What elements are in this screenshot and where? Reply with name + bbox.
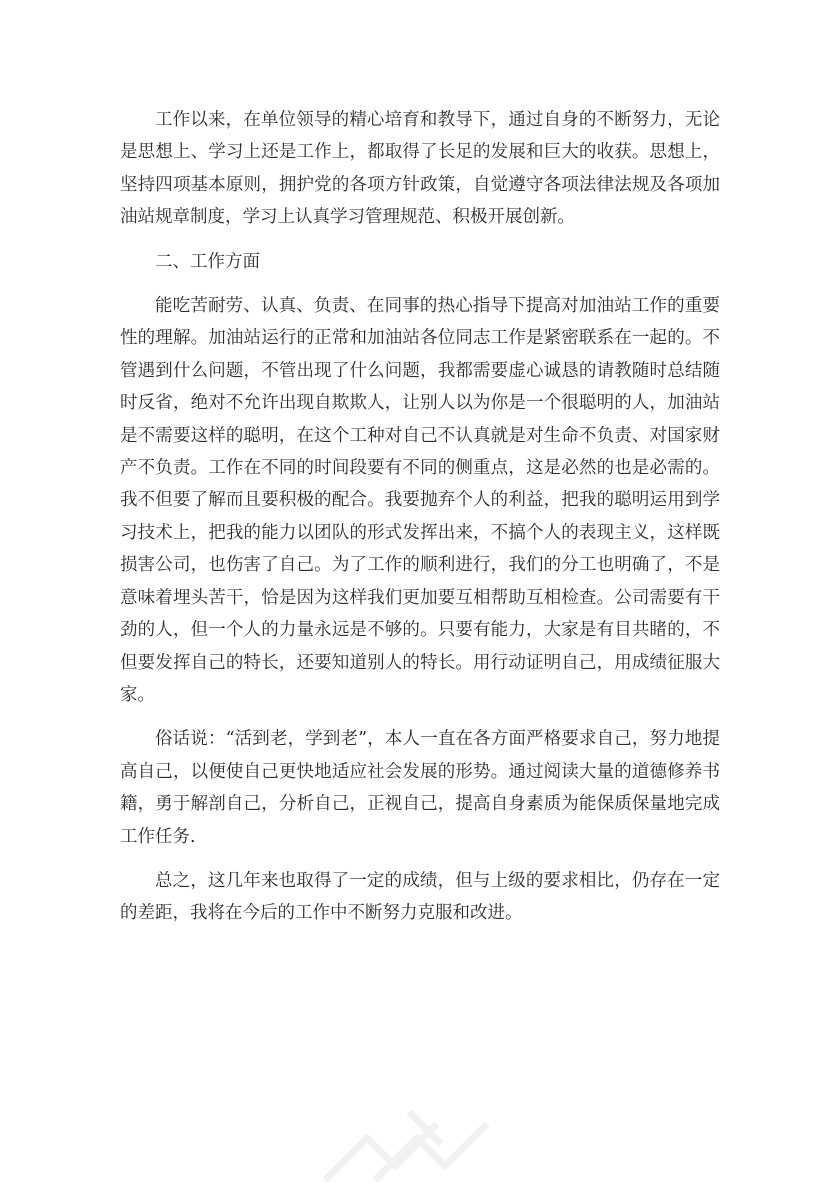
paragraph-work: 能吃苦耐劳、认真、负责、在同事的热心指导下提高对加油站工作的重要性的理解。加油站运行的正常和加油站各位同志工作是紧密联系在一起的。不管遇到什么问题，不管出现了什么问题，我都需要虚心诚恳的请教随时总结随时反省，绝对不允许出现自欺欺人，让别人以为你是一个很聪明的人，加油站是不需要这样的聪明，在这个工种对自己不认真就是对生命不负责、对国家财产不负责。工作在不同的时间段要有不同的侧重点，这是必然的也是必需的。我不但要了解而且要积极的配合。我要抛弃个人的利益，把我的聪明运用到学习技术上，把我的能力以团队的形式发挥出来，不搞个人的表现主义，这样既损害公司，也伤害了自己。为了工作的顺利进行，我们的分工也明确了，不是意味着埋头苦干，恰是因为这样我们更加要互相帮助互相检查。公司需要有干劲的人，但一个人的力量永远是不够的。只要有能力，大家是有目共睹的，不但要发挥自己的特长，还要知道别人的特长。用行动证明自己，用成绩征服大家。 [120, 296, 720, 705]
document-body [120, 104, 720, 930]
paragraph-conclusion: 总之，这几年来也取得了一定的成绩，但与上级的要求相比，仍存在一定的差距，我将在今后的工作中不断努力克服和改进。 [120, 870, 720, 924]
paragraph-learning: 俗话说：“活到老，学到老”，本人一直在各方面严格要求自己，努力地提高自己，以便使自己更快地适应社会发展的形势。通过阅读大量的道德修养书籍，勇于解剖自己，分析自己，正视自己，提高自身素质为能保质保量地完成工作任务. [120, 729, 720, 847]
section-heading-work: 二、工作方面 [155, 251, 260, 272]
paragraph-intro: 工作以来，在单位领导的精心培育和教导下，通过自身的不断努力，无论是思想上、学习上还是工作上，都取得了长足的发展和巨大的收获。思想上，坚持四项基本原则，拥护党的各项方针政策，自觉遵守各项法律法规及各项加油站规章制度，学习上认真学习管理规范、积极开展创新。 [120, 110, 720, 228]
watermark-logo [305, 1092, 505, 1182]
